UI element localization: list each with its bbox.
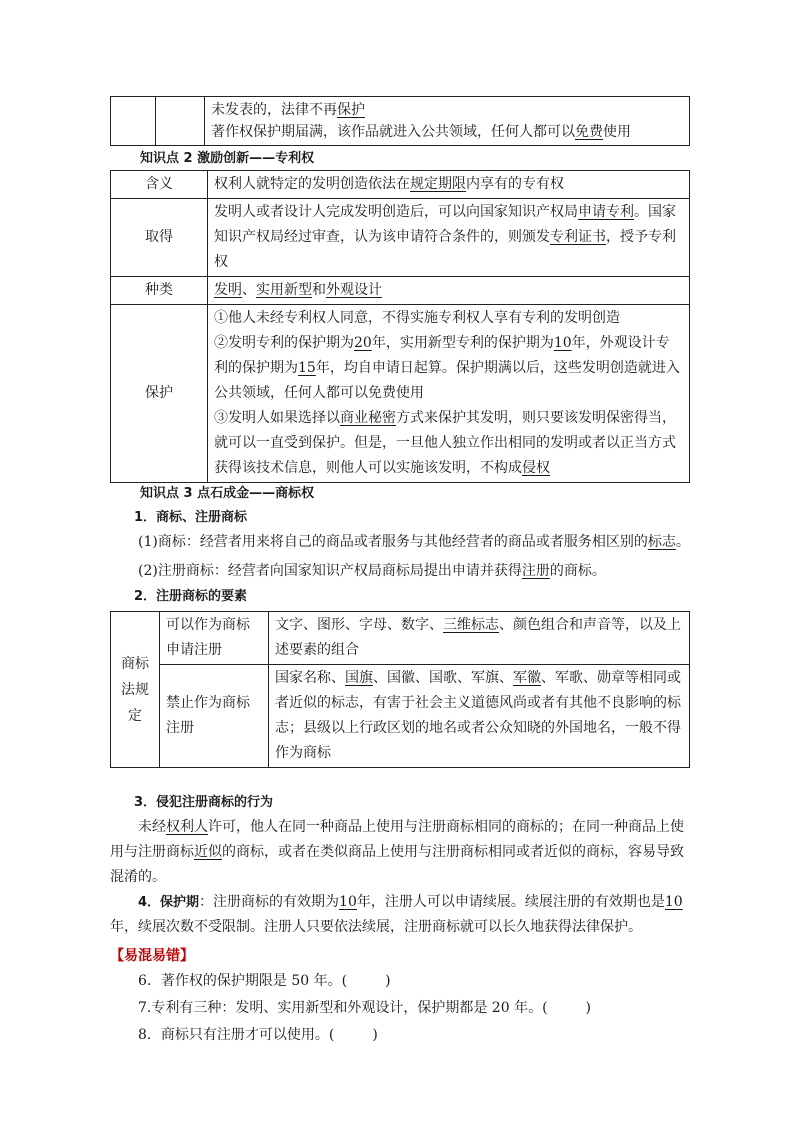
kp3-heading: 知识点 3 点石成金——商标权 — [140, 486, 315, 501]
question-6: 6．著作权的保护期限是 50 年。( ) — [138, 973, 391, 989]
kp2-heading: 知识点 2 激励创新——专利权 — [140, 151, 315, 166]
copyright-protection-cell: 未发表的，法律不再保护 著作权保护期届满，该作品就进入公共领域，任何人都可以免费使用 — [205, 97, 690, 146]
page-content — [110, 96, 690, 1049]
question-8: 8．商标只有注册才可以使用。( ) — [138, 1027, 378, 1043]
types-label: 种类 — [111, 277, 208, 305]
protect-label: 保护 — [111, 305, 208, 483]
meaning-label: 含义 — [111, 171, 208, 199]
s4-text: 4．保护期：注册商标的有效期为10年，注册人可以申请续展。续展注册的有效期也是10年，续展次数不受限制。注册人只要依法续展，注册商标就可以长久地获得法律保护。 — [110, 894, 683, 935]
s1-trademark-def: (1)商标：经营者用来将自己的商品或者服务与其他经营者的商品或者服务相区别的标志。 — [138, 534, 690, 550]
s1-registered-def: (2)注册商标：经营者向国家知识产权局商标局提出申请并获得注册的商标。 — [138, 563, 606, 579]
s3-text: 未经权利人许可，他人在同一种商品上使用与注册商标相同的商标的；在同一种商品上使用与注册商标近似的商标，或者在类似商品上使用与注册商标相同或者近似的商标，容易导致混淆的。 — [110, 819, 684, 885]
question-7: 7.专利有三种：发明、实用新型和外观设计，保护期都是 20 年。( ) — [138, 1000, 592, 1016]
meaning-value: 权利人就特定的发明创造依法在规定期限内享有的专有权 — [208, 171, 690, 199]
empty-cell — [156, 97, 205, 146]
s2-title: 2．注册商标的要素 — [134, 589, 248, 604]
types-value: 发明、实用新型和外观设计 — [208, 277, 690, 305]
patent-table — [110, 170, 690, 483]
obtain-label: 取得 — [111, 199, 208, 277]
s1-title: 1．商标、注册商标 — [134, 510, 248, 525]
can-register-value: 文字、图形、字母、数字、三维标志、颜色组合和声音等，以及上述要素的组合 — [269, 612, 690, 665]
trademark-table — [110, 611, 690, 768]
protect-value: ①他人未经专利权人同意，不得实施专利权人享有专利的发明创造 ②发明专利的保护期为20年，实用新型专利的保护期为10年，外观设计专利的保护期为15年，均自申请日起算。保护期满以后，这些发明创造就进入公共领域，任何人都可以免费使用 ③发明人如果选择以商业秘密方式来保护其发明，则只要该发明保密得当，就可以一直受到保护。但是，一旦他人独立作出相同的发明或者以正当方式获得该技术信息，则他人可以实施该发明，不构成侵权 — [208, 305, 690, 483]
obtain-value: 发明人或者设计人完成发明创造后，可以向国家知识产权局申请专利。国家知识产权局经过审查，认为该申请符合条件的，则颁发专利证书，授予专利权 — [208, 199, 690, 277]
confuse-title: 【易混易错】 — [110, 948, 194, 964]
forbidden-label: 禁止作为商标注册 — [160, 665, 269, 768]
empty-cell — [111, 97, 156, 146]
copyright-table-fragment — [110, 96, 690, 146]
forbidden-value: 国家名称、国旗、国徽、国歌、军旗、军徽、军歌、勋章等相同或者近似的标志，有害于社会主义道德风尚或者有其他不良影响的标志；县级以上行政区划的地名或者公众知晓的外国地名，一般不得作为商标 — [269, 665, 690, 768]
can-register-label: 可以作为商标申请注册 — [160, 612, 269, 665]
s3-title: 3．侵犯注册商标的行为 — [134, 795, 274, 810]
law-label: 商标法规定 — [111, 612, 160, 768]
